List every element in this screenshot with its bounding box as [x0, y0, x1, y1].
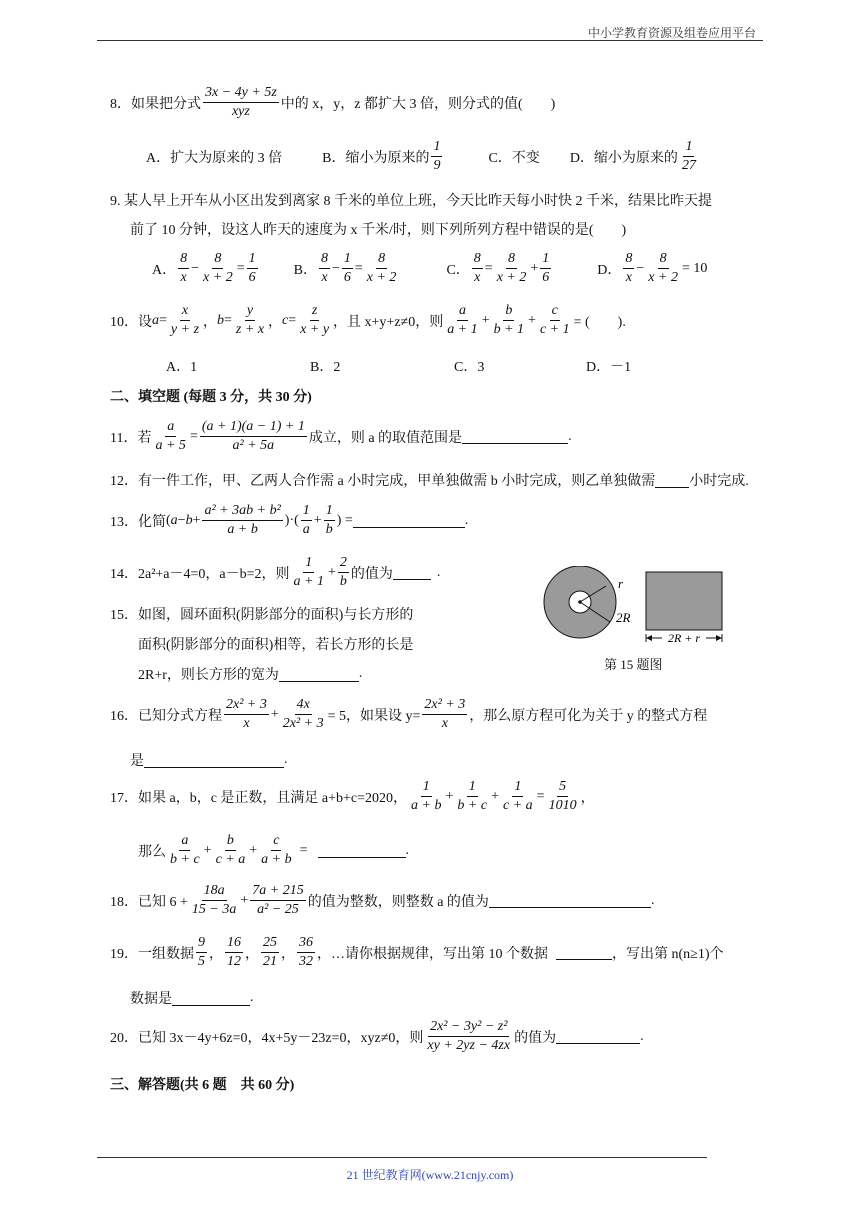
question-8	[110, 84, 555, 121]
q15-line2: 面积(阴影部分的面积)相等，若长方形的长是	[138, 638, 414, 653]
q10-option-c[interactable]: C．3	[454, 360, 485, 375]
q8-option-a[interactable]: A．扩大为原来的 3 倍	[146, 150, 283, 166]
q8-option-d-frac: $\frac{1}{27}$	[681, 139, 696, 173]
q15-answer-blank[interactable]	[279, 667, 359, 682]
q8-pre: 8．如果把分式	[110, 96, 201, 112]
q17-line2: 那么 $\frac{a}{b + c}$ + $\frac{b}{c + a}$ + $\frac{c}{a + b}$ = .	[138, 833, 410, 867]
q19-answer-blank-2[interactable]	[172, 991, 250, 1006]
q8-option-b-frac: $\frac{1}{9}$	[433, 139, 441, 173]
footer-site[interactable]: 21 世纪教育网(www.21cnjy.com)	[346, 1168, 514, 1182]
q9-line2: 前了 10 分钟，设这人昨天的速度为 x 千米/时，则下列所列方程中错误的是( )	[130, 223, 627, 238]
q10-option-a[interactable]: A．1	[166, 360, 198, 375]
q8-option-c[interactable]: C．不变	[488, 150, 540, 166]
label-2R: 2R	[616, 610, 631, 625]
question-12: 12．有一件工作，甲、乙两人合作需 a 小时完成，甲单独做需 b 小时完成，则乙单独做需 小时完成.	[110, 474, 749, 489]
question-16: 16．已知分式方程 $\frac{\text{2x² + 3}}{x}$ + $\frac{4x}{\text{2x² + 3}}$ = 5，如果设 y= $\frac{\text{2x² + 3}}{x}$ ，那么原方程可化为关于 y 的整式方程	[110, 697, 708, 731]
q9-line1: 9. 某人早上开车从小区出发到离家 8 千米的单位上班，今天比昨天每小时快 2 千米，结果比昨天提	[110, 194, 712, 209]
footer-divider	[97, 1157, 707, 1158]
q16-line2: 是 .	[130, 752, 288, 769]
q9-option-d[interactable]: D．	[597, 262, 622, 278]
header-divider	[97, 40, 763, 41]
q10-option-d[interactable]: D．－1	[586, 360, 632, 375]
label-r: r	[618, 576, 624, 591]
q15-figure-caption: 第 15 题图	[604, 657, 663, 672]
question-14: 14．2a²+a－4=0，a－b=2，则 $\frac{1}{a + 1}$ + $\frac{2}{b}$ 的值为 .	[110, 555, 441, 589]
question-10: 10．设 a = $\frac{x}{y + z}$ ， b = $\frac{y}{z + x}$ ， c = $\frac{z}{x + y}$ ，且 x+y+z≠0，则 $\frac{a}{a + 1}$ + $\frac{b}{b + 1}$ + $\frac{c}{c + 1}$ = ( ).	[110, 303, 626, 337]
q10-option-b[interactable]: B．2	[310, 360, 341, 375]
q9-option-b[interactable]: B．	[293, 262, 317, 278]
section-3-title: 三、解答题(共 6 题 共 60 分)	[110, 1078, 295, 1093]
q11-answer-blank[interactable]	[462, 429, 568, 444]
q8-options	[146, 138, 700, 175]
q19-line2: 数据是 .	[130, 990, 254, 1007]
question-20: 20．已知 3x－4y+6z=0，4x+5y－23z=0，xyz≠0，则 $\frac{\text{2x² − 3y² − z²}}{xy + 2yz - 4zx}$ 的值为 .	[110, 1019, 644, 1053]
q9-option-a[interactable]: A．	[152, 262, 177, 278]
q10-options	[166, 356, 631, 376]
question-13: 13．化简 ( a − b + $\frac{\text{a² + 3ab + b²}}{a + b}$ )·( $\frac{1}{a}$ + $\frac{1}{b}$ ) = .	[110, 503, 469, 537]
header-platform: 中小学教育资源及组卷应用平台	[587, 26, 756, 40]
section-2-title: 二、填空题 (每题 3 分，共 30 分)	[110, 390, 312, 405]
question-19: 19．一组数据 $\frac{9}{5}$ ， $\frac{16}{12}$ ， $\frac{25}{21}$ ， $\frac{36}{32}$ ，…请你根据规律，写出第 10 个数据 ，写出第 n(n≥1)个	[110, 935, 724, 969]
question-17: 17．如果 a，b，c 是正数，且满足 a+b+c=2020， $\frac{1}{a + b}$ + $\frac{1}{b + c}$ + $\frac{1}{c + a}$ = $\frac{5}{1010}$ ，	[110, 779, 595, 813]
q13-answer-blank[interactable]	[353, 513, 465, 528]
q12-answer-blank[interactable]	[655, 473, 689, 488]
q19-answer-blank-1[interactable]	[556, 945, 612, 960]
q16-answer-blank[interactable]	[144, 753, 284, 768]
q8-fraction: $\frac{3x - 4y + 5z}{\text{xyz}}$	[205, 85, 277, 119]
question-15-line3: 2R+r，则长方形的宽为 .	[138, 666, 363, 683]
rectangle-shape	[646, 572, 722, 630]
question-18: 18．已知 6 + $\frac{18a}{15 - 3a}$ + $\frac{7a + 215}{\text{a² − 25}}$ 的值为整数，则整数 a 的值为 .	[110, 883, 655, 917]
q8-option-d[interactable]: D．缩小为原来的	[569, 150, 678, 166]
question-11: 11．若 $\frac{a}{a + 5}$ = $\frac{(a + 1)(a - 1) + 1}{\text{a² + 5a}}$ 成立，则 a 的取值范围是 .	[110, 419, 572, 453]
q20-answer-blank[interactable]	[556, 1029, 640, 1044]
label-length: 2R + r	[667, 631, 701, 645]
q15-line1: 15．如图，圆环面积(阴影部分的面积)与长方形的	[110, 608, 414, 623]
q18-answer-blank[interactable]	[489, 893, 651, 908]
q8-option-b[interactable]: B．缩小为原来的	[322, 150, 430, 166]
q9-options: A． $\frac{8}{x}$ − $\frac{8}{x + 2}$ = $\frac{1}{6}$ B． $\frac{8}{x}$ − $\frac{1}{6}$ = $\frac{8}{x + 2}$ C． $\frac{8}{x}$ = $\frac{8}{x + 2}$ + $\frac{1}{6}$ D． $\frac{8}{x}$ − $\frac{8}{x + 2}$ = 10	[152, 251, 708, 285]
q14-answer-blank[interactable]	[393, 565, 431, 580]
q17-answer-blank[interactable]	[318, 843, 406, 858]
q8-post: 中的 x，y，z 都扩大 3 倍，则分式的值( )	[280, 96, 556, 112]
q9-option-c[interactable]: C．	[446, 262, 470, 278]
q15-figure	[540, 566, 740, 646]
